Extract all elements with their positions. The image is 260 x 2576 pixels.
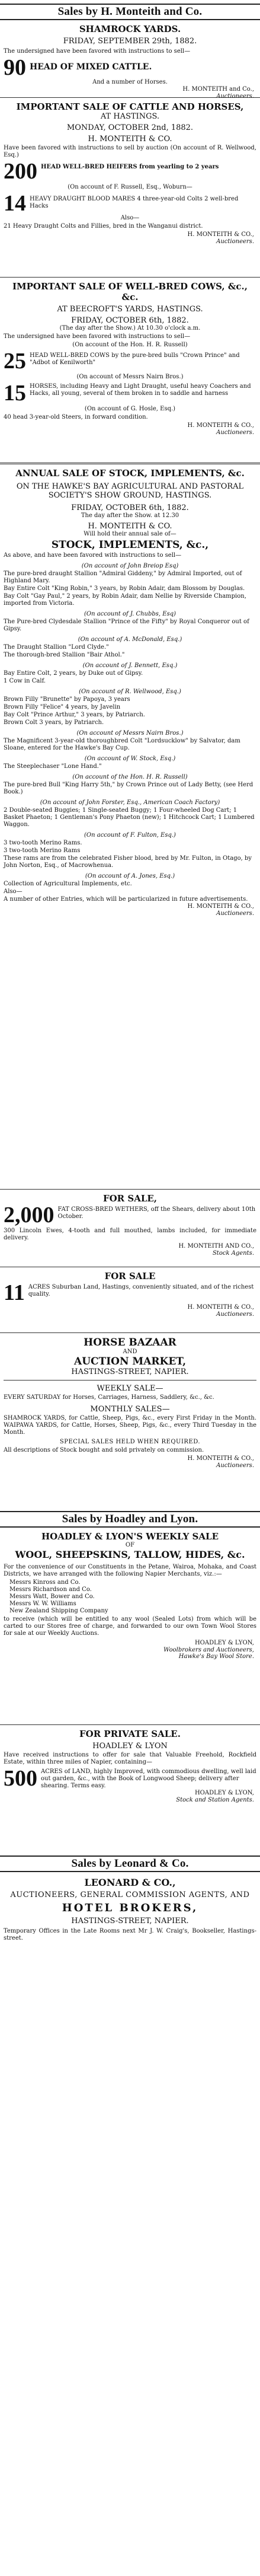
ad-firm: H. MONTEITH & CO. [88,522,172,531]
also-label: Also— [120,215,140,221]
signature: H. MONTEITH AND CO., [178,1243,254,1249]
lot-headline: FAT CROSS-BRED WETHERS, off the Shears, delivery about 10th October. [57,1206,256,1220]
ad-annual-sale [0,468,260,1185]
signature: H. MONTEITH & CO., [187,1304,254,1311]
ad-firm: H. MONTEITH & CO. [88,135,172,144]
lot-item: Bay Entire Colt "King Robin," 3 years, by Robin Adair, dam Blossom by Douglas. [4,585,245,592]
ad-address: HASTINGS-STREET, NAPIER. [71,1367,189,1376]
ad-date: FRIDAY, OCTOBER 6th, 1882. [71,316,189,325]
on-account: (On account of J. Bennett, Esq.) [82,662,178,669]
on-account: (On account of A. McDonald, Esq.) [78,636,182,643]
divider [0,1189,260,1190]
lot-item: Brown Colt 3 years, by Patriarch. [4,719,104,726]
ad-paragraph: For the convenience of our Constituents in the Petane, Wairoa, Mohaka, and Coast Districts, we have arranged with the following Napier Merchants, viz.:— [4,1564,256,1577]
weekly-title: WEEKLY SALE— [97,1384,163,1393]
special-text: SPECIAL SALES HELD WHEN REQUIRED. [59,1439,201,1445]
ad-date: FRIDAY, OCTOBER 6th, 1882. [71,503,189,512]
signature-title: Auctioneers. [216,1462,254,1469]
ad-date: MONDAY, OCTOBER 2nd, 1882. [66,123,194,132]
ad-title: FOR PRIVATE SALE. [79,1729,181,1739]
signature: HOADLEY & LYON, [194,1790,254,1796]
note-text: All descriptions of Stock bought and sold privately on commission. [4,1447,204,1453]
signature-title: Stock Agents. [212,1250,254,1257]
stock-line: STOCK, IMPLEMENTS, &c., [51,539,209,551]
ad-leonard [0,1877,260,1966]
merchant-list [4,1579,256,1615]
ad-firm: LEONARD & CO., [84,1877,176,1888]
lot-item: Brown Filly "Felice" 4 years, by Javelin [4,704,121,710]
banner-title: Sales by Hoadley and Lyon. [62,1513,198,1525]
ad-intro: Have been favored with instructions to sell by auction (On account of R. Wellwood, Esq.) [4,145,256,158]
signature: H. MONTEITH and Co., [182,86,254,93]
ad-date: FRIDAY, SEPTEMBER 29th, 1882. [63,37,197,46]
lot-headline: ACRES Suburban Land, Hastings, conveniently situated, and of the richest quality. [28,1284,254,1297]
banner-title: Sales by H. Monteith and Co. [57,5,203,18]
lot-item: Bay Entire Colt, 2 years, by Duke out of Gipsy. [4,670,143,677]
ad-private-sale [0,1729,260,1853]
on-account: (On account of the Hon. H. R. Russell) [72,342,188,348]
lot-item: 3 two-tooth Merino Rams. [4,840,82,846]
lot-row [4,1204,256,1226]
lot-item: Collection of Agricultural Implements, etc. [4,881,132,887]
lot-sub: And a number of Horses. [92,79,168,85]
lot-headline: HEAVY DRAUGHT BLOOD MARES 4 three-year-old Colts 2 well-bred Hacks [30,196,239,209]
merchant-item: New Zealand Shipping Company [9,1608,108,1614]
ad-title: FOR SALE, [102,1193,158,1204]
lot-item: Bay Colt "Prince Arthur," 3 years, by Patriarch. [4,712,145,718]
ad-paragraph: to receive (which will be entitled to any wool (Sealed Lots) from which will be carted to our Stores free of charge, and forwarded to our own Town Wool Stores for sale at our Weekly Auctions. [4,1616,256,1637]
ad-intro: The undersigned have been favored with instructions to sell— [4,333,191,340]
lot-item: The Magnificent 3-year-old thoroughbred Colt "Lordsucklow" by Salvator, dam Sloane, entered for the Hawke's Bay Cup. [4,738,240,751]
ad-and: AND [123,1348,137,1355]
merchant-item: Messrs Richardson and Co. [9,1586,92,1593]
lot-row [4,350,256,372]
signature: H. MONTEITH & CO., [187,1455,254,1462]
lot-headline: HORSES, including Heavy and Light Draught, useful heavy Coachers and Hacks, all young, several of them broken in to saddle and harness [30,383,251,397]
lot-item: The Steeplechaser "Lone Hand." [4,763,102,770]
lot-number: 15 [4,381,26,406]
lot-number: 90 [4,55,26,80]
on-account: (On account of Messrs Nairn Bros.) [76,374,184,380]
on-account: (On account of G. Hosle, Esq.) [84,406,176,412]
lot-item: The Draught Stallion "Lord Clyde." [4,644,109,651]
ad-title: HORSE BAZAAR [84,1337,176,1348]
lot-row [4,1281,256,1304]
lot-number: 200 [4,159,37,184]
ad-goods: WOOL, SHEEPSKINS, TALLOW, HIDES, &c. [15,1549,245,1560]
lot-item: 2 Double-seated Buggies; 1 Single-seated Buggy; 1 Four-wheeled Dog Cart; 1 Basket Phaeton; 1 Gentleman's Pony Phaeton (new); 1 Hitchcock Cart; 1 Lumbered Waggon. [4,807,255,828]
ad-suburban-land [0,1271,260,1329]
ad-horse-bazaar [0,1337,260,1509]
signature-title: Auctioneers. [216,238,254,245]
will-sell: Will hold their annual sale of— [84,531,176,537]
lot-number: 14 [4,191,26,216]
lot-number: 500 [4,1766,37,1791]
lot-item: Brown Filly "Brunette" by Papoya, 3 years [4,696,130,703]
lot-row [4,56,256,79]
extra-lot: 40 head 3-year-old Steers, in forward condition. [4,414,148,420]
merchant-item: Messrs Watt, Bower and Co. [9,1593,95,1600]
divider [0,1332,260,1333]
lot-headline: HEAD OF MIXED CATTLE. [30,62,152,72]
on-account: (On account of A. Jones, Esq.) [85,873,175,879]
lot-number: 25 [4,349,26,374]
signature: H. MONTEITH & CO., [187,422,254,429]
extra-lot: 300 Lincoln Ewes, 4-tooth and full mouthed, lambs included, for immediate delivery. [4,1228,256,1241]
ad-place: AT HASTINGS. [100,112,160,121]
lot-headline: ACRES of LAND, highly Improved, with commodious dwelling, well laid out garden, &c., with the Book of Longwood Sheep; delivery after shearing. Terms easy. [41,1768,256,1789]
ad-title: SHAMROCK YARDS. [79,24,181,34]
on-account: (On account of F. Fulton, Esq.) [84,832,176,839]
ad-title: ANNUAL SALE OF STOCK, IMPLEMENTS, &c. [15,468,245,479]
ad-paragraph: Temporary Offices in the Late Rooms next Mr J. W. Craig's, Bookseller, Hastings-street. [4,1928,256,1941]
ad-beecroft-yards [0,281,260,459]
lot-item: 1 Cow in Calf. [4,678,46,684]
on-account: (On account of Messrs Nairn Bros.) [76,730,184,737]
lot-item: 3 two-tooth Merino Rams [4,847,81,854]
signature-title: Auctioneers. [216,93,254,100]
ad-firm: HOADLEY & LYON [92,1742,168,1751]
lot-item: Also— [4,888,23,895]
signature-title: Stock and Station Agents. [176,1797,254,1803]
ad-wethers [0,1193,260,1263]
divider [0,1724,260,1725]
lot-item: These rams are from the celebrated Fisher blood, bred by Mr. Fulton, in Otago, by John Norton, Esq., of Macrowhenua. [4,855,252,869]
signature-title: Auctioneers. [216,1311,254,1318]
signature-title: Woolbrokers and Auctioneers, [163,1647,254,1653]
lot-item: The pure-bred draught Stallion "Admiral Giddeny," by Admiral Imported, out of Highland Mary. [4,570,242,584]
on-account: (On account of the Hon. H. R. Russell) [72,774,188,780]
ad-intro: The undersigned have been favored with instructions to sell— [4,48,191,55]
on-account: (On account of F. Russell, Esq., Woburn— [68,184,192,190]
on-account: (On account of John Breiop Esq) [81,563,179,569]
weekly-text: EVERY SATURDAY for Horses, Carriages, Harness, Saddlery, &c., &c. [4,1394,214,1401]
signature: HOADLEY & LYON, [194,1640,254,1646]
signature: H. MONTEITH & CO., [187,903,254,910]
ad-line-3: HASTINGS-STREET, NAPIER. [71,1917,189,1925]
divider [0,463,260,464]
ad-line-2: HOTEL BROKERS, [62,1902,198,1914]
ad-line: AUCTIONEERS, GENERAL COMMISSION AGENTS, AND [10,1890,250,1899]
lot-row [4,192,256,215]
ad-time: (The day after the Show.) At 10.30 o'clock a.m. [59,325,201,331]
banner-title: Sales by Leonard & Co. [71,1857,189,1870]
lot-row [4,382,256,404]
monthly-text: SHAMROCK YARDS, for Cattle, Sheep, Pigs, &c., every First Friday in the Month. WAIPAWA YARDS, for Cattle, Horses, Sheep, Pigs, &c., every Third Tuesday in the Month. [4,1415,256,1436]
lot-item: The pure-bred Bull "King Harry 5th," by Crown Prince out of Lady Betty, (see Herd Book.) [4,782,253,795]
ad-title: HOADLEY & LYON'S WEEKLY SALE [41,1531,219,1542]
section-banner-hoadley [0,1511,260,1528]
section-banner-leonard [0,1856,260,1872]
section-banner-monteith [0,4,260,20]
on-account: (On account of W. Stock, Esq.) [84,755,176,762]
lot-item: A number of other Entries, which will be particularized in future advertisements. [4,896,248,903]
ad-place: AT BEECROFT'S YARDS, HASTINGS. [57,305,203,314]
ad-hoadley-weekly [0,1531,260,1721]
ad-title: IMPORTANT SALE OF WELL-BRED COWS, &c., &c. [12,281,248,302]
merchant-item: Messrs Kinross and Co. [9,1579,81,1586]
signature-title: Auctioneers. [216,910,254,917]
extra-lot: 21 Heavy Draught Colts and Fillies, bred in the Wanganui district. [4,223,203,229]
divider [4,1380,256,1381]
on-account: (On account of J. Chubbs, Esq) [84,611,176,617]
lot-headline: HEAD WELL-BRED HEIFERS from yearling to 2 years [41,164,219,170]
ad-paragraph: Have received instructions to offer for sale that Valuable Freehold, Rockfield Estate, within three miles of Napier, containing— [4,1752,256,1765]
lot-row [4,1767,256,1790]
lot-row [4,160,256,183]
on-account: (On account of R. Wellwood, Esq.) [79,688,181,695]
ad-time: The day after the Show. at 12.30 [81,512,179,519]
lot-headline: HEAD WELL-BRED COWS by the pure-bred bulls "Crown Prince" and "Adbot of Kenilworth" [30,352,240,366]
lot-item: Bay Colt "Gay Paul," 2 years, by Robin Adair, dam Nellie by Riverside Champion, imported from Victoria. [4,593,246,607]
ad-place: ON THE HAWKE'S BAY AGRICULTURAL AND PASTORAL SOCIETY'S SHOW GROUND, HASTINGS. [16,482,244,500]
ad-of: OF [125,1542,135,1548]
lot-item: The Pure-bred Clydesdale Stallion "Prince of the Fifty" by Royal Conqueror out of Gipsy. [4,619,249,632]
lot-item: The thorough-bred Stallion "Bair Athol." [4,652,125,658]
ad-intro: As above, and have been favored with instructions to sell— [4,552,182,559]
lot-number: 2,000 [4,1203,54,1228]
merchant-item: Messrs W. W. Williams [9,1601,76,1607]
signature-title: Auctioneers. [216,429,254,436]
lot-number: 11 [4,1280,25,1305]
ad-title: IMPORTANT SALE OF CATTLE AND HORSES, [16,101,244,112]
ad-shamrock-yards [0,24,260,100]
ad-title-2: AUCTION MARKET, [74,1356,186,1367]
signature-title-2: Hawke's Bay Wool Store. [178,1653,254,1660]
divider [0,277,260,278]
on-account: (On account of John Forster, Esq., American Coach Factory) [40,799,220,806]
ad-title: FOR SALE [104,1271,156,1281]
ad-hastings-cattle [0,101,260,273]
monthly-title: MONTHLY SALES— [90,1405,170,1414]
signature: H. MONTEITH & CO., [187,231,254,238]
lot-list [4,563,256,903]
